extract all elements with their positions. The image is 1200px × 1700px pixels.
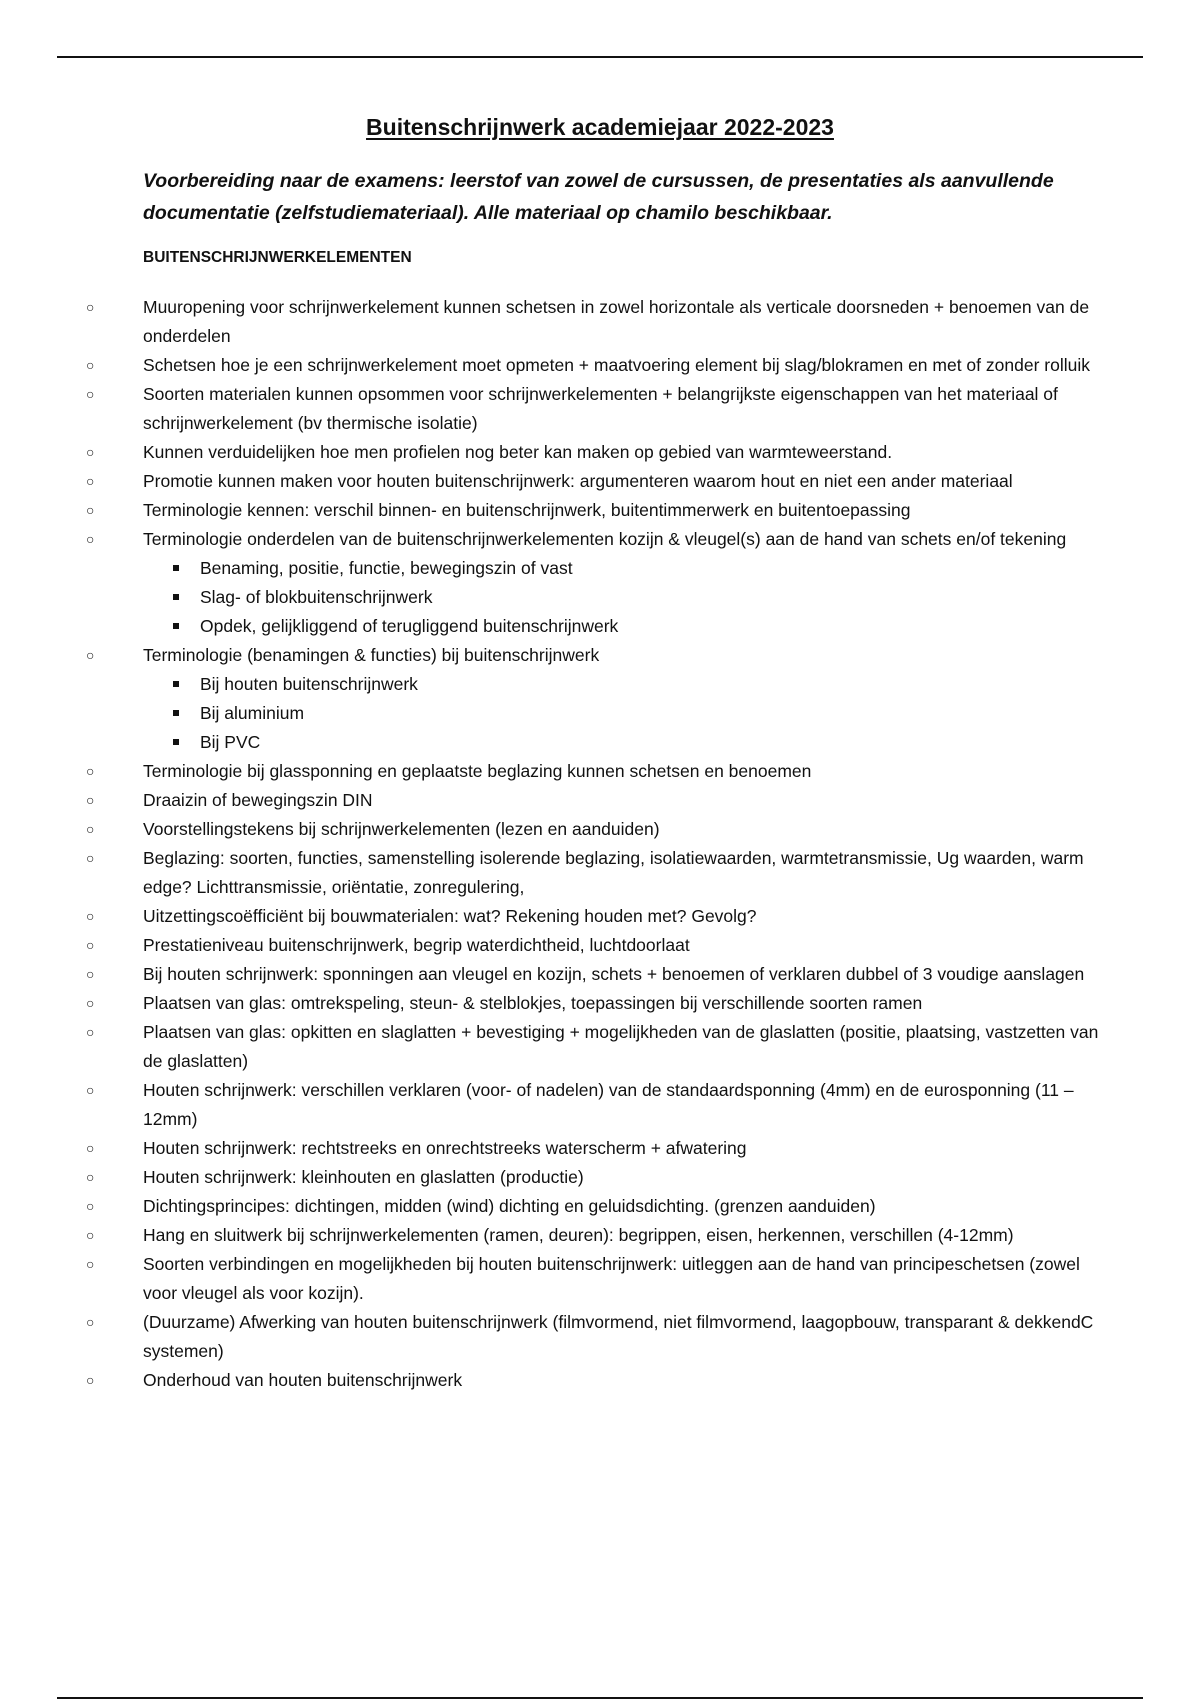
bottom-rule (57, 1697, 1143, 1699)
list-item (0, 844, 1200, 902)
list-item-text: Muuropening voor schrijnwerkelement kunnen schetsen in zowel horizontale als verticale doorsneden + benoemen van de onderdelen (143, 297, 1090, 346)
square-bullet-icon (173, 739, 179, 745)
list-item-text: Voorstellingstekens bij schrijnwerkelementen (lezen en aanduiden) (143, 819, 660, 839)
circle-bullet-icon: ○ (86, 908, 95, 924)
sub-list-item (143, 670, 1110, 699)
square-bullet-icon (173, 565, 179, 571)
section-heading: BUITENSCHRIJNWERKELEMENTEN (143, 249, 412, 266)
top-rule (57, 56, 1143, 58)
circle-bullet-icon: ○ (86, 1082, 95, 1098)
list-item (0, 380, 1200, 438)
list-item-text: Terminologie (benamingen & functies) bij buitenschrijnwerk (143, 645, 600, 665)
list-item (0, 757, 1200, 786)
list-item (0, 293, 1200, 351)
list-item (0, 641, 1200, 757)
list-item-text: Soorten materialen kunnen opsommen voor schrijnwerkelementen + belangrijkste eigenschappen van het materiaal of schrijnwerkelement (bv thermische isolatie) (143, 384, 1058, 433)
list-item (0, 902, 1200, 931)
list-item-text: Draaizin of bewegingszin DIN (143, 790, 373, 810)
circle-bullet-icon: ○ (86, 937, 95, 953)
list-item (0, 786, 1200, 815)
sub-list-item (143, 583, 1110, 612)
list-item (0, 931, 1200, 960)
circle-bullet-icon: ○ (86, 1140, 95, 1156)
list-item (0, 1134, 1200, 1163)
circle-bullet-icon: ○ (86, 444, 95, 460)
list-item-text: (Duurzame) Afwerking van houten buitenschrijnwerk (filmvormend, niet filmvormend, laagopbouw, transparant & dekkendC systemen) (143, 1312, 1094, 1361)
list-item-text: Hang en sluitwerk bij schrijnwerkelementen (ramen, deuren): begrippen, eisen, herkennen, verschillen (4-12mm) (143, 1225, 1014, 1245)
circle-bullet-icon: ○ (86, 792, 95, 808)
circle-bullet-icon: ○ (86, 1227, 95, 1243)
sub-list-item (143, 699, 1110, 728)
list-item-text: Uitzettingscoëfficiënt bij bouwmaterialen: wat? Rekening houden met? Gevolg? (143, 906, 757, 926)
list-item-text: Houten schrijnwerk: rechtstreeks en onrechtstreeks waterscherm + afwatering (143, 1138, 747, 1158)
list-item-text: Terminologie kennen: verschil binnen- en buitenschrijnwerk, buitentimmerwerk en buitentoepassing (143, 500, 911, 520)
circle-bullet-icon: ○ (86, 1024, 95, 1040)
circle-bullet-icon: ○ (86, 299, 95, 315)
sub-list (143, 554, 1110, 641)
list-item-text: Bij houten schrijnwerk: sponningen aan vleugel en kozijn, schets + benoemen of verklaren dubbel of 3 voudige aanslagen (143, 964, 1085, 984)
topic-list (0, 293, 1200, 1395)
list-item-text: Plaatsen van glas: omtrekspeling, steun- & stelblokjes, toepassingen bij verschillende soorten ramen (143, 993, 923, 1013)
square-bullet-icon (173, 623, 179, 629)
list-item (0, 1250, 1200, 1308)
list-item-text: Kunnen verduidelijken hoe men profielen nog beter kan maken op gebied van warmteweerstand. (143, 442, 893, 462)
circle-bullet-icon: ○ (86, 763, 95, 779)
list-item-text: Dichtingsprincipes: dichtingen, midden (wind) dichting en geluidsdichting. (grenzen aanduiden) (143, 1196, 876, 1216)
circle-bullet-icon: ○ (86, 531, 95, 547)
list-item-text: Schetsen hoe je een schrijnwerkelement moet opmeten + maatvoering element bij slag/blokramen en met of zonder rolluik (143, 355, 1090, 375)
list-item (0, 351, 1200, 380)
circle-bullet-icon: ○ (86, 1372, 95, 1388)
sub-list-item-text: Bij aluminium (200, 703, 305, 723)
list-item (0, 1076, 1200, 1134)
list-item (0, 525, 1200, 641)
list-item (0, 1366, 1200, 1395)
list-item-text: Terminologie bij glassponning en geplaatste beglazing kunnen schetsen en benoemen (143, 761, 812, 781)
list-item (0, 467, 1200, 496)
list-item (0, 496, 1200, 525)
sub-list (143, 670, 1110, 757)
list-item-text: Beglazing: soorten, functies, samenstelling isolerende beglazing, isolatiewaarden, warmtetransmissie, Ug waarden, warm edge? Lichttransmissie, oriëntatie, zonregulering, (143, 848, 1084, 897)
list-item-text: Soorten verbindingen en mogelijkheden bij houten buitenschrijnwerk: uitleggen aan de hand van principeschetsen (zowel voor vleugel als voor kozijn). (143, 1254, 1080, 1303)
sub-list-item (143, 612, 1110, 641)
list-item-text: Houten schrijnwerk: kleinhouten en glaslatten (productie) (143, 1167, 584, 1187)
square-bullet-icon (173, 594, 179, 600)
page-title: Buitenschrijnwerk academiejaar 2022-2023 (366, 114, 834, 140)
sub-list-item-text: Opdek, gelijkliggend of terugliggend buitenschrijnwerk (200, 616, 619, 636)
circle-bullet-icon: ○ (86, 966, 95, 982)
sub-list-item (143, 728, 1110, 757)
list-item (0, 1192, 1200, 1221)
circle-bullet-icon: ○ (86, 995, 95, 1011)
square-bullet-icon (173, 681, 179, 687)
sub-list-item-text: Bij houten buitenschrijnwerk (200, 674, 418, 694)
list-item (0, 438, 1200, 467)
list-item (0, 1163, 1200, 1192)
list-item-text: Onderhoud van houten buitenschrijnwerk (143, 1370, 463, 1390)
list-item (0, 989, 1200, 1018)
circle-bullet-icon: ○ (86, 473, 95, 489)
list-item-text: Promotie kunnen maken voor houten buitenschrijnwerk: argumenteren waarom hout en niet een ander materiaal (143, 471, 1013, 491)
list-item (0, 1221, 1200, 1250)
sub-list-item (143, 554, 1110, 583)
sub-list-item-text: Slag- of blokbuitenschrijnwerk (200, 587, 433, 607)
circle-bullet-icon: ○ (86, 850, 95, 866)
list-item (0, 1308, 1200, 1366)
list-item-text: Prestatieniveau buitenschrijnwerk, begrip waterdichtheid, luchtdoorlaat (143, 935, 690, 955)
list-item (0, 1018, 1200, 1076)
sub-list-item-text: Benaming, positie, functie, bewegingszin of vast (200, 558, 573, 578)
list-item-text: Terminologie onderdelen van de buitenschrijnwerkelementen kozijn & vleugel(s) aan de hand van schets en/of tekening (143, 529, 1067, 549)
list-item-text: Houten schrijnwerk: verschillen verklaren (voor- of nadelen) van de standaardsponning (4mm) en de eurosponning (11 – 12mm) (143, 1080, 1074, 1129)
circle-bullet-icon: ○ (86, 821, 95, 837)
list-item (0, 815, 1200, 844)
list-item (0, 960, 1200, 989)
circle-bullet-icon: ○ (86, 357, 95, 373)
circle-bullet-icon: ○ (86, 1198, 95, 1214)
circle-bullet-icon: ○ (86, 647, 95, 663)
circle-bullet-icon: ○ (86, 1169, 95, 1185)
subtitle: Voorbereiding naar de examens: leerstof van zowel de cursussen, de presentaties als aanvullende documentatie (zelfstudiemateriaal). Alle materiaal op chamilo beschikbaar. (143, 170, 1054, 224)
circle-bullet-icon: ○ (86, 502, 95, 518)
list-item-text: Plaatsen van glas: opkitten en slaglatten + bevestiging + mogelijkheden van de glaslatten (positie, plaatsing, vastzetten van de glaslatten) (143, 1022, 1099, 1071)
circle-bullet-icon: ○ (86, 1256, 95, 1272)
square-bullet-icon (173, 710, 179, 716)
circle-bullet-icon: ○ (86, 386, 95, 402)
sub-list-item-text: Bij PVC (200, 732, 261, 752)
circle-bullet-icon: ○ (86, 1314, 95, 1330)
